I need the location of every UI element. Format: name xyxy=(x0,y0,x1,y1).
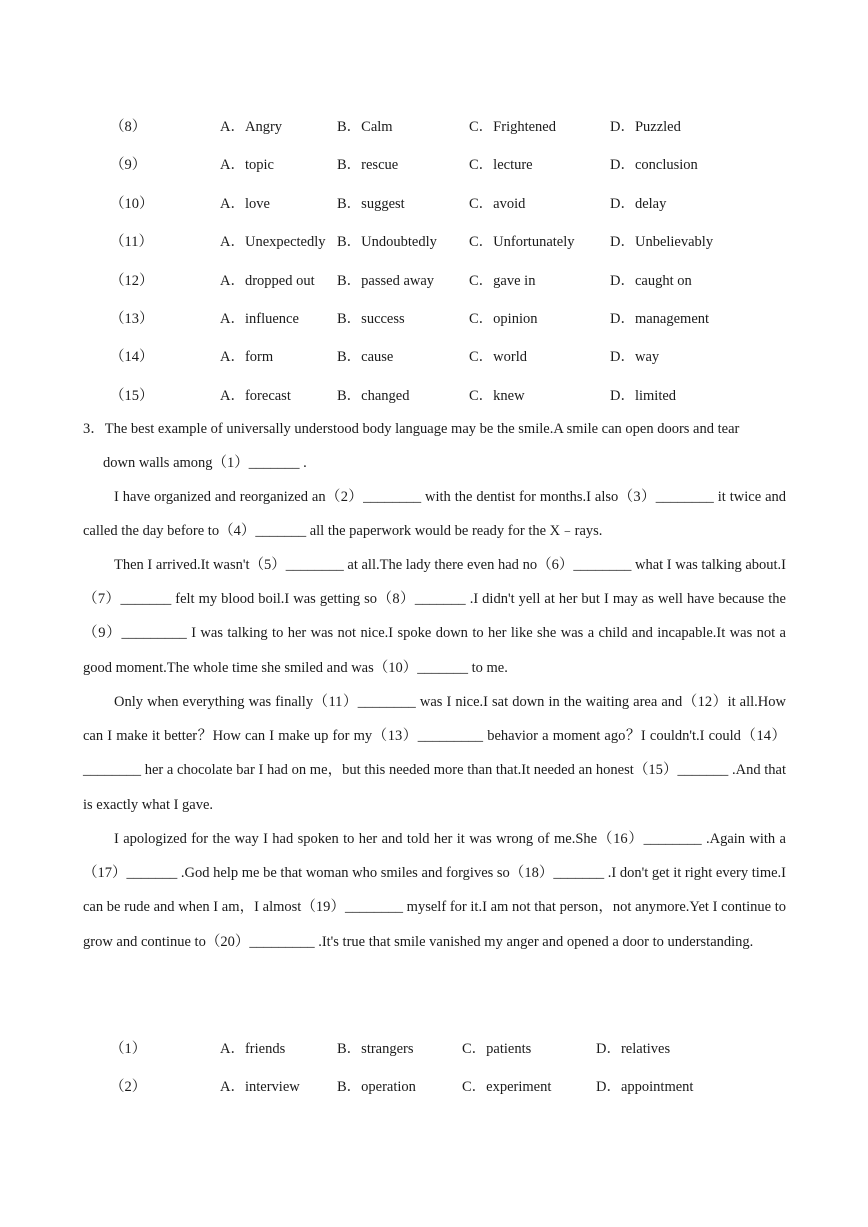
question-3-intro-line1: 3．The best example of universally understood body language may be the smile.A smile can open doors and tear xyxy=(83,421,740,437)
question-3-intro xyxy=(83,412,786,480)
question-number: （14） xyxy=(110,349,154,366)
option-d: D．appointment xyxy=(596,1079,694,1096)
passage-paragraph-4: I apologized for the way I had spoken to her and told her it was wrong of me.She（16）________ .Again with a（17）_______ .God help me be that woman who smiles and forgives so（18）_______ .I don't get it right every time.I can be rude and when I am，I almost（19）________ myself for it.I am not that person，not anymore.Yet I continue to grow and continue to（20）_________ .It's true that smile vanished my anger and opened a door to understanding. xyxy=(83,831,786,950)
option-a: A．Angry xyxy=(220,119,283,135)
option-d: D．delay xyxy=(610,195,667,212)
passage-paragraph-2: Then I arrived.It wasn't（5）________ at all.The lady there even had no（6）________ what I was talking about.I（7）_______ felt my blood boil.I was getting so（8）_______ .I didn't yell at her but I may as well have because the（9）_________ I was talking to her was not nice.I spoke down to her like she was a child and incapable.It was not a good moment.The whole time she smiled and was（10）_______ to me. xyxy=(83,557,786,676)
option-b: B．passed away xyxy=(337,272,435,289)
passage-paragraph-3: Only when everything was finally（11）________ was I nice.I sat down in the waiting area and（12）it all.How can I make it better？How can I make up for my（13）_________ behavior a moment ago？I couldn't.I could（14）________ her a chocolate bar I had on me，but this needed more than that.It needed an honest（15）_______ .And that is exactly what I gave. xyxy=(83,694,786,813)
option-d: D．limited xyxy=(610,387,677,404)
option-b: B．cause xyxy=(337,349,394,366)
question-number: （2） xyxy=(110,1079,147,1096)
question-number: （11） xyxy=(110,234,153,251)
question-3-intro-line2: down walls among（1）_______ . xyxy=(103,455,307,472)
question-number: （1） xyxy=(110,1041,147,1057)
question-number: （8） xyxy=(110,119,147,135)
option-d: D．Unbelievably xyxy=(610,234,714,251)
option-c: C．avoid xyxy=(469,195,526,212)
option-c: C．gave in xyxy=(469,272,536,289)
option-b: B．rescue xyxy=(337,157,399,174)
option-d: D．way xyxy=(610,349,660,366)
option-d: D．caught on xyxy=(610,272,692,289)
option-d: D．Puzzled xyxy=(610,119,681,135)
option-b: B．strangers xyxy=(337,1041,414,1057)
option-a: A．love xyxy=(220,195,270,212)
option-a: A．friends xyxy=(220,1041,286,1057)
option-d: D．relatives xyxy=(596,1041,671,1057)
option-c: C．world xyxy=(469,349,527,366)
option-a: A．influence xyxy=(220,311,299,327)
option-a: A．topic xyxy=(220,157,274,174)
option-a: A．Unexpectedly xyxy=(220,234,326,251)
option-c: C．experiment xyxy=(462,1079,552,1096)
option-a: A．forecast xyxy=(220,387,291,404)
option-a: A．interview xyxy=(220,1079,300,1096)
option-b: B．success xyxy=(337,311,405,327)
option-c: C．patients xyxy=(462,1041,532,1057)
question-number: （12） xyxy=(110,272,154,289)
option-c: C．knew xyxy=(469,387,525,404)
option-d: D．management xyxy=(610,311,710,327)
question-number: （10） xyxy=(110,195,154,212)
option-c: C．opinion xyxy=(469,311,538,327)
option-c: C．Unfortunately xyxy=(469,234,575,251)
passage-paragraph-1: I have organized and reorganized an（2）________ with the dentist for months.I also（3）________ it twice and called the day before to（4）_______ all the paperwork would be ready for the X﹣rays. xyxy=(83,489,786,540)
option-d: D．conclusion xyxy=(610,157,698,174)
question-number: （9） xyxy=(110,157,147,174)
option-c: C．Frightened xyxy=(469,119,556,135)
option-c: C．lecture xyxy=(469,157,533,174)
option-a: A．form xyxy=(220,349,274,366)
question-number: （13） xyxy=(110,311,154,327)
option-b: B．changed xyxy=(337,387,410,404)
option-b: B．operation xyxy=(337,1079,416,1096)
option-a: A．dropped out xyxy=(220,272,315,289)
option-b: B．Undoubtedly xyxy=(337,234,437,251)
option-b: B．suggest xyxy=(337,195,405,212)
question-number: （15） xyxy=(110,387,154,404)
option-b: B．Calm xyxy=(337,119,393,135)
